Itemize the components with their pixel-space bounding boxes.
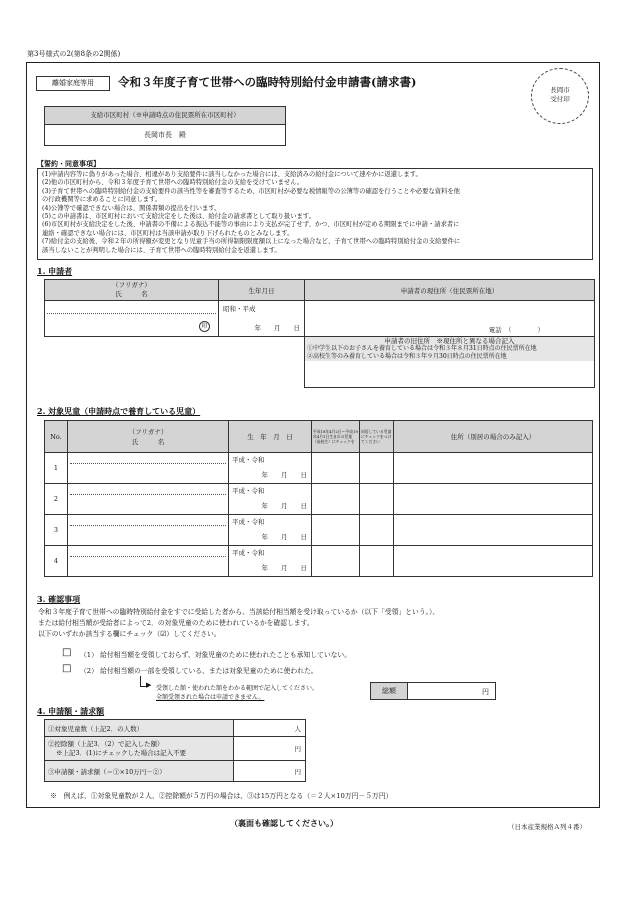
section1-title: 1. 申請者 — [37, 266, 73, 276]
col-cohabit: 同居している児童にチェックをつけてください — [360, 421, 394, 453]
pledge-line: (6)市区町村が支給決定をした後、申請書の不備による振込不能等の事由により支払が完了せず、かつ、市区町村が定める期限までに申請・請求者に — [42, 221, 460, 229]
applicant-name-header — [45, 280, 219, 301]
applicant-address-field[interactable] — [305, 301, 595, 337]
applicant-era: 昭和・平成 — [223, 305, 256, 313]
amount-row1-unit: 人 — [294, 724, 301, 733]
col-no: No. — [45, 421, 68, 453]
section2-title: 2. 対象児童（申請時点で養育している児童） — [37, 406, 201, 416]
child-no: 4 — [45, 546, 68, 577]
option1-label: （1） 給付相当額を受領しておらず、対象児童のために使われたことも承知していない。 — [80, 651, 352, 659]
col-address: 住所（別居の場合のみ記入） — [394, 421, 593, 453]
stamp-line2: 受付印 — [550, 95, 570, 103]
amount-row2-unit: 円 — [294, 745, 301, 753]
col-highschool: 平成18年4月2日～平成19年4月1日生まれの児童（高校生）にチェックを — [312, 421, 360, 453]
child-furigana-label: （フリガナ） — [128, 427, 168, 436]
applicant-furigana-label: （フリガナ） — [112, 281, 151, 289]
applicant-name-label: 氏 名 — [115, 290, 148, 298]
amount-row1-field[interactable] — [234, 720, 306, 737]
old-address-note1: ①中学生以下のお子さんを養育している場合は令和３年８月31日時点の住民票所在地 — [305, 345, 594, 353]
applicant-phone: 電話 （ ） — [488, 326, 544, 334]
child-address-field[interactable] — [394, 453, 593, 484]
amount-example: ※ 例えば、①対象児童数が２人、②控除額が５万円の場合は、③は15万円となる（＝２人×10万円－５万円） — [50, 792, 393, 800]
pledge-heading: 【誓約・同意事項】 — [37, 159, 100, 168]
child-cohabit-check[interactable] — [360, 546, 394, 577]
seal-mark: 印 — [199, 321, 210, 332]
col-name — [68, 421, 229, 453]
pledge-line: 該当しないことが判明した場合には、子育て世帯への臨時特別給付金を返還します。 — [42, 246, 281, 254]
amount-row2-line1: ②控除額（上記3．（2）で記入した額） — [48, 739, 164, 748]
child-name-field[interactable] — [68, 484, 229, 515]
paper-standard: （日本産業規格Ａ列４番） — [508, 823, 586, 831]
child-era: 平成・令和 — [232, 456, 265, 464]
pledge-box — [37, 168, 593, 260]
amount-table — [44, 719, 306, 782]
pledge-line: (7)給付金の支給後、令和２年の所得額が変更となり児童手当の所得制限限度額以上になった場合など、子育て世帯への臨時特別給付金の支給要件に — [42, 238, 461, 246]
child-ymd: 年 月 日 — [261, 533, 307, 541]
arrow-icon: ▶ — [146, 681, 152, 689]
child-row — [45, 515, 593, 546]
child-name-label: 氏 名 — [131, 437, 165, 446]
applicant-table — [44, 279, 595, 388]
child-ymd: 年 月 日 — [261, 471, 307, 479]
section4-title: 4. 申請額・請求額 — [37, 706, 105, 716]
child-no: 2 — [45, 484, 68, 515]
child-row — [45, 484, 593, 515]
amount-row3-label: ③申請額・請求額（＝①×10万円－②） — [45, 761, 234, 782]
reception-stamp — [531, 68, 589, 124]
child-name-field[interactable] — [68, 546, 229, 577]
child-address-field[interactable] — [394, 546, 593, 577]
children-table — [44, 420, 593, 577]
form-title: 令和３年度子育て世帯への臨時特別給付金申請書(請求書) — [118, 75, 417, 89]
child-era: 平成・令和 — [232, 518, 265, 526]
form-number: 第3号様式の2(第8条の2関係) — [27, 50, 121, 58]
back-notice: （裏面も確認してください。） — [230, 818, 338, 828]
child-ymd: 年 月 日 — [261, 564, 307, 572]
child-era: 平成・令和 — [232, 549, 265, 557]
child-dob-field[interactable] — [229, 546, 312, 577]
option1-checkbox[interactable]: □ — [62, 647, 72, 658]
pledge-line: 連絡・確認できない場合には、市区町村は当該申請が取り下げられたものとみなします。 — [42, 229, 294, 237]
child-name-field[interactable] — [68, 515, 229, 546]
recipient-box — [44, 106, 286, 146]
applicant-old-address[interactable] — [305, 337, 595, 388]
child-name-field[interactable] — [68, 453, 229, 484]
applicant-name-field[interactable] — [45, 301, 219, 337]
pledge-line: (2)他の市区町村から、令和３年度子育て世帯への臨時特別給付金の支給を受けていません。 — [42, 179, 304, 187]
recipient-name: 長岡市長 殿 — [144, 131, 186, 139]
child-cohabit-check[interactable] — [360, 453, 394, 484]
child-cohabit-check[interactable] — [360, 484, 394, 515]
form-badge: 離婚家庭等用 — [36, 76, 110, 91]
child-cohabit-check[interactable] — [360, 515, 394, 546]
option2-checkbox[interactable]: □ — [62, 663, 72, 674]
child-dob-field[interactable] — [229, 484, 312, 515]
col-dob: 生 年 月 日 — [229, 421, 312, 453]
child-no: 1 — [45, 453, 68, 484]
total-yen: 円 — [482, 688, 489, 696]
child-row — [45, 453, 593, 484]
amount-row2-line2: ※上記3．(1)にチェックした場合は記入不要 — [56, 748, 187, 757]
child-address-field[interactable] — [394, 484, 593, 515]
pledge-line: (4)公簿等で確認できない場合は、関係書類の提出を行います。 — [42, 204, 221, 212]
old-address-title: 申請者の旧住所 ※現住所と異なる場合記入 — [305, 337, 594, 345]
amount-row2-field[interactable] — [234, 737, 306, 761]
applicant-address-header: 申請者の現住所（住民票所在地） — [305, 280, 595, 301]
amount-row3-unit: 円 — [294, 767, 301, 776]
child-era: 平成・令和 — [232, 487, 265, 495]
child-dob-field[interactable] — [229, 515, 312, 546]
pledge-line: の行政機関等に求めることに同意します。 — [42, 196, 162, 204]
child-address-field[interactable] — [394, 515, 593, 546]
amount-row3-field[interactable] — [234, 761, 306, 782]
child-ymd: 年 月 日 — [261, 502, 307, 510]
pledge-line: (5)この申請書は、市区町村において支給決定をした後は、給付金の請求書として取り扱います。 — [42, 213, 315, 221]
child-row — [45, 546, 593, 577]
section3-title: 3. 確認事項 — [37, 594, 81, 604]
confirm-text1: 令和３年度子育て世帯への臨時特別給付金をすでに受給した者から、当該給付相当額を受け取っているか（以下「受領」という。）、 — [38, 608, 440, 616]
total-box — [370, 682, 496, 700]
pledge-line: (1)申請内容等に偽りがあった場合、相違があり支給要件に該当しなかった場合には、支給済みの給付金について速やかに返還します。 — [42, 171, 422, 178]
total-label: 総額 — [371, 683, 408, 699]
arrow-note2: 全額受領された場合は申請できません。 — [156, 694, 265, 701]
child-highschool-check[interactable] — [312, 515, 360, 546]
amount-row2-label — [45, 737, 234, 761]
child-highschool-check[interactable] — [312, 546, 360, 577]
pledge-line: (3)子育て世帯への臨時特別給付金の支給要件の該当性等を審査等するため、市区町村が必要な税情報等の公簿等の確認を行うことや必要な資料を他 — [42, 187, 460, 195]
amount-row1-label: ①対象児童数（上記2．の人数） — [45, 720, 234, 737]
child-dob-field[interactable] — [229, 453, 312, 484]
child-no: 3 — [45, 515, 68, 546]
arrow-line — [140, 676, 141, 686]
stamp-line1: 長岡市 — [550, 86, 570, 94]
old-address-note2: ②高校生等のみ養育している場合は令和３年９月30日時点の住民票所在地 — [305, 353, 594, 361]
arrow-note1: 受領した額・使われた額をわかる範囲で記入してください。 — [156, 685, 319, 692]
recipient-header: 支給市区町村（※申請時点の住民票所在市区町村） — [45, 107, 285, 125]
confirm-text2: または給付相当額が受給者によって2．の対象児童のために使われているかを確認します。 — [38, 619, 314, 627]
applicant-ymd: 年 月 日 — [254, 324, 300, 332]
child-highschool-check[interactable] — [312, 453, 360, 484]
child-highschool-check[interactable] — [312, 484, 360, 515]
option2-label: （2） 給付相当額の一部を受領している、または対象児童のために使われた。 — [80, 667, 318, 675]
applicant-dob-header: 生年月日 — [219, 280, 305, 301]
confirm-text3: 以下のいずれか該当する欄にチェック（☑）してください。 — [38, 630, 221, 638]
applicant-dob-field[interactable] — [219, 301, 305, 337]
